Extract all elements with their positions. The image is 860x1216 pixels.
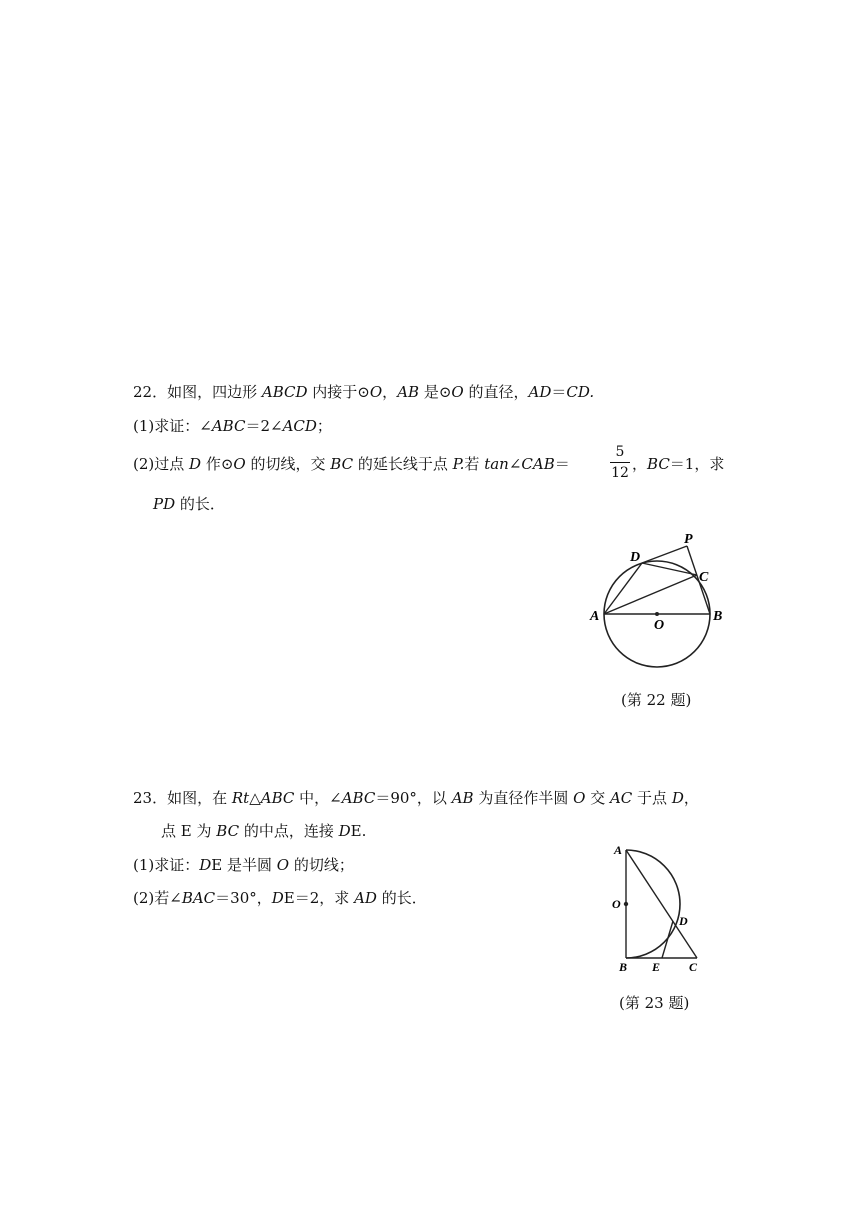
text: O — [233, 455, 246, 473]
text: ABCD — [261, 383, 308, 401]
label-c: C — [699, 570, 709, 585]
q23-part1 — [133, 855, 354, 875]
text: BC — [647, 455, 670, 473]
text: 的切线，交 — [245, 455, 331, 473]
text: BC — [216, 822, 240, 840]
fraction-bar — [610, 462, 630, 463]
text: 中，∠ — [294, 789, 342, 807]
text: 交 — [585, 789, 610, 807]
fraction-numerator: 5 — [615, 444, 625, 460]
center-dot — [655, 612, 659, 616]
text: O — [276, 856, 290, 874]
text: CAB — [521, 455, 555, 473]
text: O — [451, 383, 464, 401]
text: 的直径， — [463, 383, 529, 401]
text: 若 — [464, 455, 485, 473]
text: 的中点，连接 — [239, 822, 339, 840]
label-d: D — [679, 914, 688, 928]
semicircle-o — [626, 850, 680, 958]
q22-part2-cont — [632, 454, 724, 474]
text: (2)过点 — [133, 455, 190, 473]
text: AD — [528, 383, 552, 401]
text: ， — [382, 383, 398, 401]
text: BC — [330, 455, 354, 473]
segment-ac — [626, 850, 697, 958]
label-b: B — [619, 960, 628, 974]
text: ； — [316, 417, 332, 435]
text: (1)求证：∠ — [133, 417, 212, 435]
label-a: A — [590, 609, 600, 624]
center-dot — [624, 902, 628, 906]
text: △ — [249, 789, 261, 807]
q22-part2-line2 — [153, 494, 225, 514]
text: 的长． — [175, 495, 225, 513]
text: ABC — [341, 789, 376, 807]
text: 为直径作半圆 — [473, 789, 574, 807]
text: ＝1，求 — [669, 455, 725, 473]
text: AB — [397, 383, 420, 401]
text: D — [199, 856, 212, 874]
text: D — [338, 822, 351, 840]
text: ＝ — [554, 455, 570, 473]
q22-number: 22． — [133, 383, 168, 401]
text: 如图，四边形 — [167, 383, 262, 401]
text: ACD — [282, 417, 317, 435]
q22-part1 — [133, 416, 332, 436]
text: D — [189, 455, 202, 473]
segment-de — [662, 921, 673, 958]
q23-stem — [133, 788, 699, 808]
label-o: O — [612, 897, 621, 911]
label-p: P — [684, 532, 693, 547]
q23-number: 23． — [133, 789, 168, 807]
q22-stem — [133, 382, 594, 402]
text: (1)求证： — [133, 856, 200, 874]
caption-22: (第 22 题) — [621, 691, 692, 709]
label-b: B — [713, 609, 723, 624]
text: E 是半圆 — [211, 856, 277, 874]
label-o: O — [654, 618, 665, 633]
fraction-denominator: 12 — [611, 465, 629, 481]
text: BAC — [181, 889, 216, 907]
label-a: A — [614, 843, 623, 857]
label-c: C — [689, 960, 698, 974]
tan-fraction — [610, 444, 630, 481]
text: 的长． — [376, 889, 427, 907]
text: O — [369, 383, 383, 401]
text: 点 E 为 — [161, 822, 217, 840]
text: PD — [153, 495, 176, 513]
text: ＝2∠ — [245, 417, 283, 435]
text: AD — [354, 889, 377, 907]
q23-part2 — [133, 888, 427, 908]
q22-part2 — [133, 454, 570, 474]
label-e: E — [652, 960, 661, 974]
text: AB — [451, 789, 474, 807]
figure-23 — [605, 838, 717, 978]
text: D — [271, 889, 284, 907]
text: E＝2，求 — [283, 889, 355, 907]
text: ， — [683, 789, 699, 807]
text: 是⊙ — [419, 383, 452, 401]
caption-23: (第 23 题) — [619, 994, 690, 1012]
text: ＝30°， — [215, 889, 272, 907]
text: tan — [484, 455, 509, 473]
segment-dc — [642, 563, 697, 575]
text: 的延长线于点 — [353, 455, 453, 473]
text: D — [671, 789, 684, 807]
text: 内接于⊙ — [307, 383, 370, 401]
text: (2)若∠ — [133, 889, 182, 907]
text: ∠ — [508, 455, 522, 473]
text: E. — [350, 822, 367, 840]
text: CD. — [566, 383, 595, 401]
q23-stem-line2 — [161, 821, 366, 841]
text: P. — [452, 455, 465, 473]
text: ABC — [211, 417, 246, 435]
text: 于点 — [632, 789, 672, 807]
tangent-dp — [642, 546, 687, 563]
figure-22 — [585, 525, 735, 680]
text: ＝90°，以 — [375, 789, 452, 807]
text: ， — [632, 455, 648, 473]
text: ABC — [260, 789, 295, 807]
label-d: D — [630, 550, 641, 565]
text: 如图，在 — [167, 789, 232, 807]
text: Rt — [231, 789, 250, 807]
text: AC — [609, 789, 633, 807]
text: ＝ — [551, 383, 567, 401]
text: 的切线； — [289, 856, 354, 874]
text: O — [573, 789, 586, 807]
text: 作⊙ — [201, 455, 234, 473]
